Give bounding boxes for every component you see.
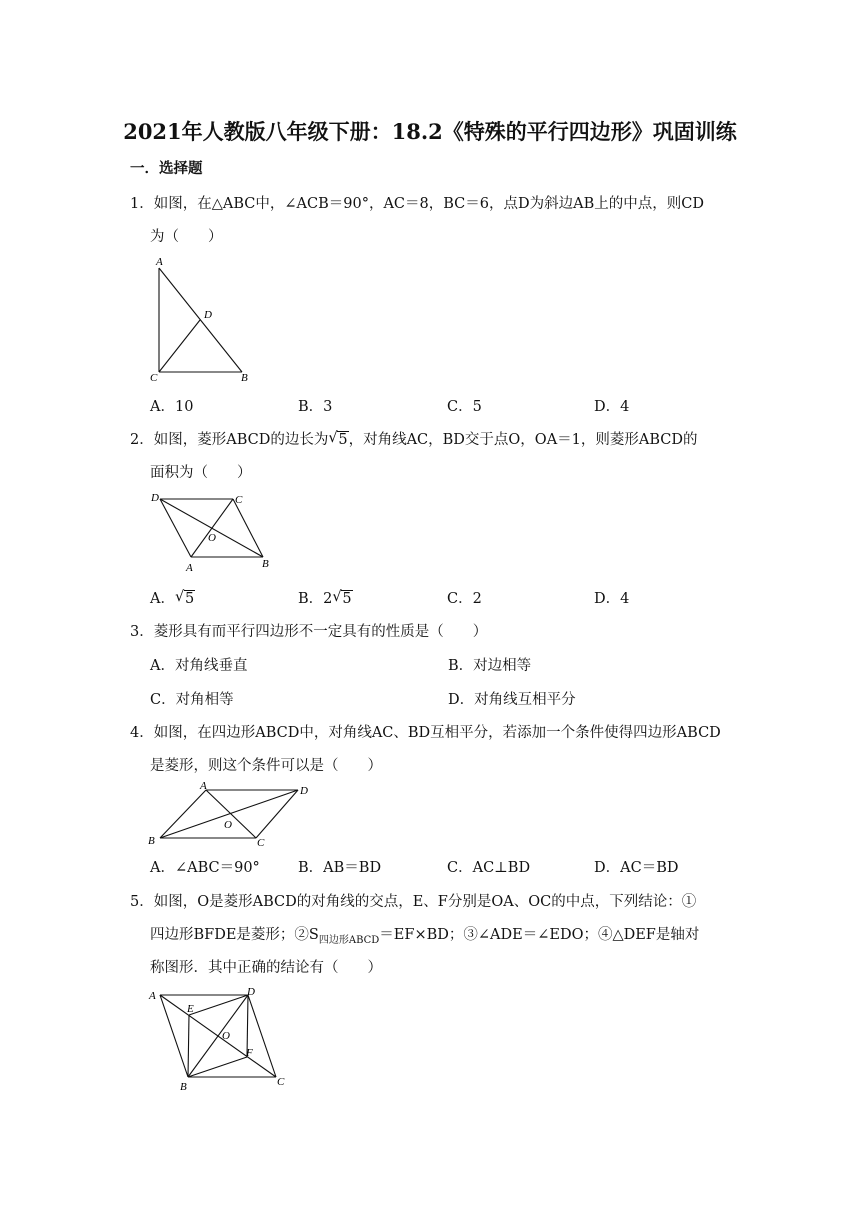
q5-label-d: D bbox=[247, 986, 255, 998]
q2-stem-line2: 面积为（ ） bbox=[150, 465, 252, 481]
q1-label-a: A bbox=[156, 256, 163, 268]
q1-stem-line2: 为（ ） bbox=[150, 229, 223, 245]
q1-option-c[interactable]: C．5 bbox=[447, 399, 482, 415]
q5-label-o: O bbox=[222, 1030, 230, 1042]
q5-stem-line2: 四边形BFDE是菱形；$②S_{四边形ABCD}=EF\times BD$；③∠ADE＝∠EDO；④△DEF是轴对 bbox=[150, 927, 700, 946]
q5-rhombus-figure bbox=[140, 985, 300, 1095]
q5-stem-line3: 称图形．其中正确的结论有（ ） bbox=[150, 960, 382, 976]
q2-stem-post: ，对角线AC，BD交于点O，OA＝1，则菱形ABCD的 bbox=[348, 432, 698, 448]
q3-stem-line1: 3．菱形具有而平行四边形不一定具有的性质是（ ） bbox=[130, 624, 488, 640]
q3-option-a[interactable]: A．对角线垂直 bbox=[150, 658, 248, 674]
q5-label-c: C bbox=[277, 1076, 285, 1088]
q2-option-d[interactable]: D．4 bbox=[594, 591, 630, 607]
q2-label-b: B bbox=[262, 558, 269, 570]
q1-option-b[interactable]: B．3 bbox=[298, 399, 333, 415]
q2-label-o: O bbox=[208, 532, 216, 544]
q1-option-a[interactable]: A．10 bbox=[150, 399, 194, 415]
q1-triangle-figure bbox=[140, 252, 270, 387]
q4-label-c: C bbox=[257, 837, 265, 849]
q2-option-b[interactable]: B．2 √ 5 bbox=[298, 589, 352, 607]
q4-label-d: D bbox=[300, 785, 308, 797]
q4-label-b: B bbox=[148, 835, 155, 847]
page-title: 2021年人教版八年级下册：18.2《特殊的平行四边形》巩固训练 bbox=[123, 119, 737, 144]
q2-label-a: A bbox=[186, 562, 193, 574]
q2-stem-pre: 2．如图，菱形ABCD的边长为 bbox=[130, 432, 329, 448]
q2-sqrt5: √ 5 bbox=[328, 430, 348, 448]
section-heading: 一．选择题 bbox=[130, 160, 203, 177]
q3-option-c[interactable]: C．对角相等 bbox=[150, 692, 234, 708]
q3-option-d[interactable]: D．对角线互相平分 bbox=[448, 692, 576, 708]
q2-option-c[interactable]: C．2 bbox=[447, 591, 482, 607]
q4-stem-line1: 4．如图，在四边形ABCD中，对角线AC、BD互相平分，若添加一个条件使得四边形ABCD bbox=[130, 725, 721, 741]
q5-label-a: A bbox=[149, 990, 156, 1002]
q1-label-d: D bbox=[204, 309, 212, 321]
q1-stem-line1: 1．如图，在△ABC中，∠ACB＝90°，AC＝8，BC＝6，点D为斜边AB上的中点，则CD bbox=[130, 196, 704, 212]
q2-option-a[interactable]: A． √ 5 bbox=[150, 589, 195, 607]
q1-label-b: B bbox=[241, 372, 248, 384]
q4-option-a[interactable]: A．∠ABC＝90° bbox=[150, 860, 260, 876]
q4-quadrilateral-figure bbox=[140, 778, 320, 853]
q5-subscript: 四边形ABCD bbox=[318, 934, 380, 946]
q4-option-c[interactable]: C．AC⊥BD bbox=[447, 860, 531, 876]
q5-label-e: E bbox=[187, 1003, 194, 1015]
q4-option-b[interactable]: B．AB＝BD bbox=[298, 860, 382, 876]
q5-label-b: B bbox=[180, 1081, 187, 1093]
q1-option-d[interactable]: D．4 bbox=[594, 399, 630, 415]
q2-label-d: D bbox=[151, 492, 159, 504]
q4-label-o: O bbox=[224, 819, 232, 831]
q2-rhombus-figure bbox=[140, 485, 280, 575]
q5-label-f: F bbox=[246, 1047, 253, 1059]
q4-stem-line2: 是菱形，则这个条件可以是（ ） bbox=[150, 758, 382, 774]
q4-label-a: A bbox=[200, 780, 207, 792]
q1-label-c: C bbox=[150, 372, 158, 384]
q2-stem-line1 bbox=[130, 428, 698, 449]
q5-stem-line1: 5．如图，O是菱形ABCD的对角线的交点，E、F分别是OA、OC的中点，下列结论：① bbox=[130, 894, 697, 910]
q2-label-c: C bbox=[235, 494, 243, 506]
q3-option-b[interactable]: B．对边相等 bbox=[448, 658, 532, 674]
q4-option-d[interactable]: D．AC＝BD bbox=[594, 860, 679, 876]
